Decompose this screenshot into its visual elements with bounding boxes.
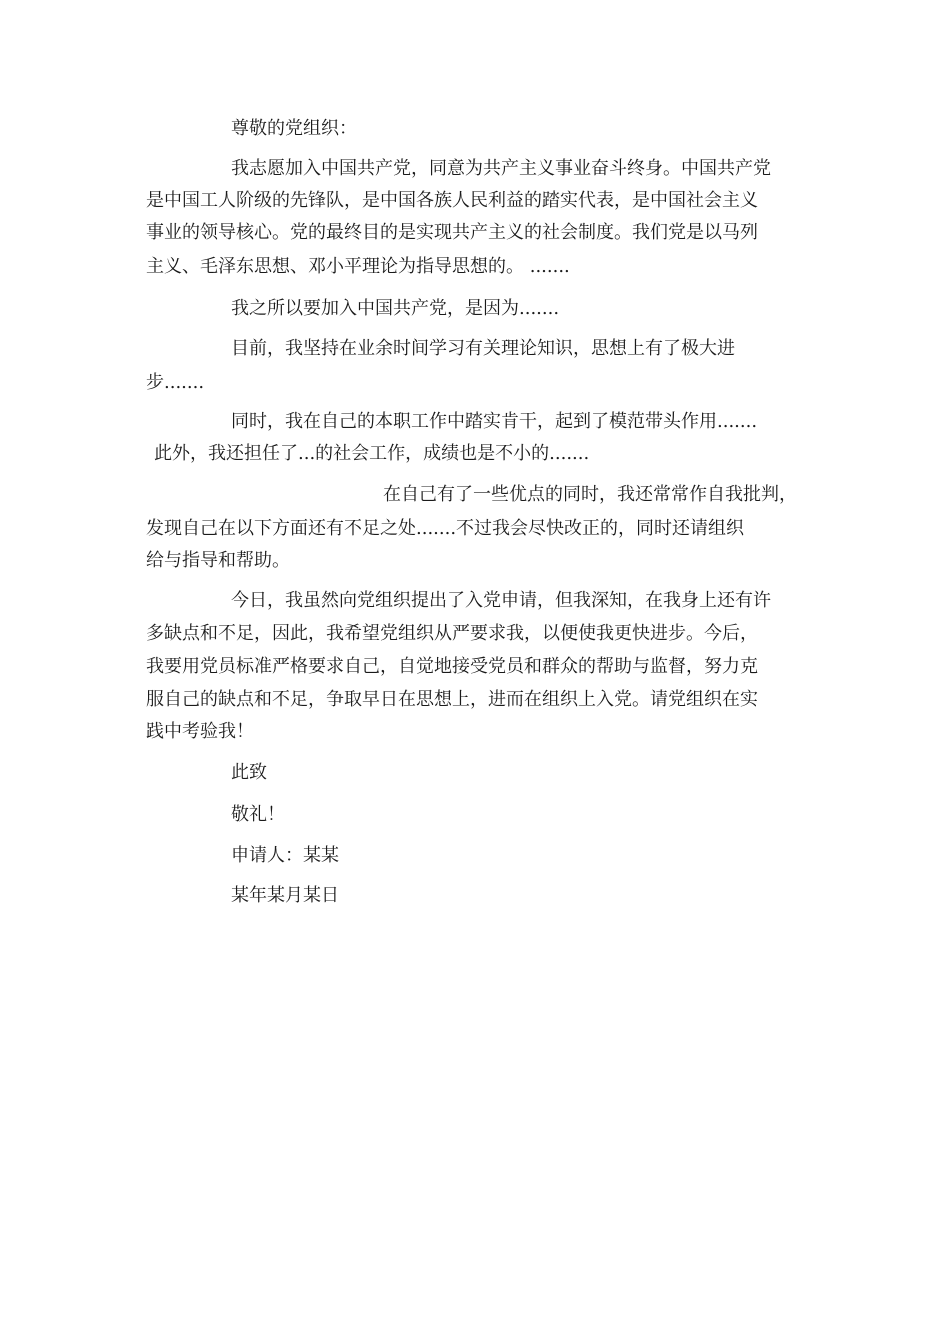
paragraph-1-line-4: 主义、毛泽东思想、邓小平理论为指导思想的。 ....... [146,256,570,277]
closing-salute: 敬礼！ [231,804,285,825]
paragraph-6-line-4: 服自己的缺点和不足，争取早日在思想上，进而在组织上入党。请党组织在实 [146,689,758,710]
paragraph-5-line-2: 发现自己在以下方面还有不足之处.......不过我会尽快改正的，同时还请组织 [146,518,745,539]
closing-regards: 此致 [231,762,267,783]
paragraph-4-line-1: 同时，我在自己的本职工作中踏实肯干，起到了模范带头作用....... [231,411,758,432]
paragraph-2-line-1: 我之所以要加入中国共产党，是因为....... [231,298,560,319]
paragraph-6-line-3: 我要用党员标准严格要求自己，自觉地接受党员和群众的帮助与监督，努力克 [146,656,758,677]
paragraph-6-line-5: 践中考验我！ [146,721,254,742]
paragraph-3-line-1: 目前，我坚持在业余时间学习有关理论知识，思想上有了极大进 [231,338,735,359]
signature: 申请人：某某 [231,845,339,866]
paragraph-1-line-2: 是中国工人阶级的先锋队，是中国各族人民利益的踏实代表，是中国社会主义 [146,190,758,211]
salutation: 尊敬的党组织： [231,118,357,139]
date: 某年某月某日 [231,885,339,906]
paragraph-5-line-1: 在自己有了一些优点的同时，我还常常作自我批判， [383,484,797,505]
paragraph-5-line-3: 给与指导和帮助。 [146,550,290,571]
paragraph-6-line-1: 今日，我虽然向党组织提出了入党申请，但我深知，在我身上还有许 [231,590,771,611]
paragraph-3-line-2: 步....... [146,372,205,393]
paragraph-1-line-1: 我志愿加入中国共产党，同意为共产主义事业奋斗终身。中国共产党 [231,158,771,179]
paragraph-4-line-2: 此外，我还担任了...的社会工作，成绩也是不小的....... [154,443,590,464]
paragraph-1-line-3: 事业的领导核心。党的最终目的是实现共产主义的社会制度。我们党是以马列 [146,222,758,243]
paragraph-6-line-2: 多缺点和不足，因此，我希望党组织从严要求我，以便使我更快进步。今后， [146,623,758,644]
